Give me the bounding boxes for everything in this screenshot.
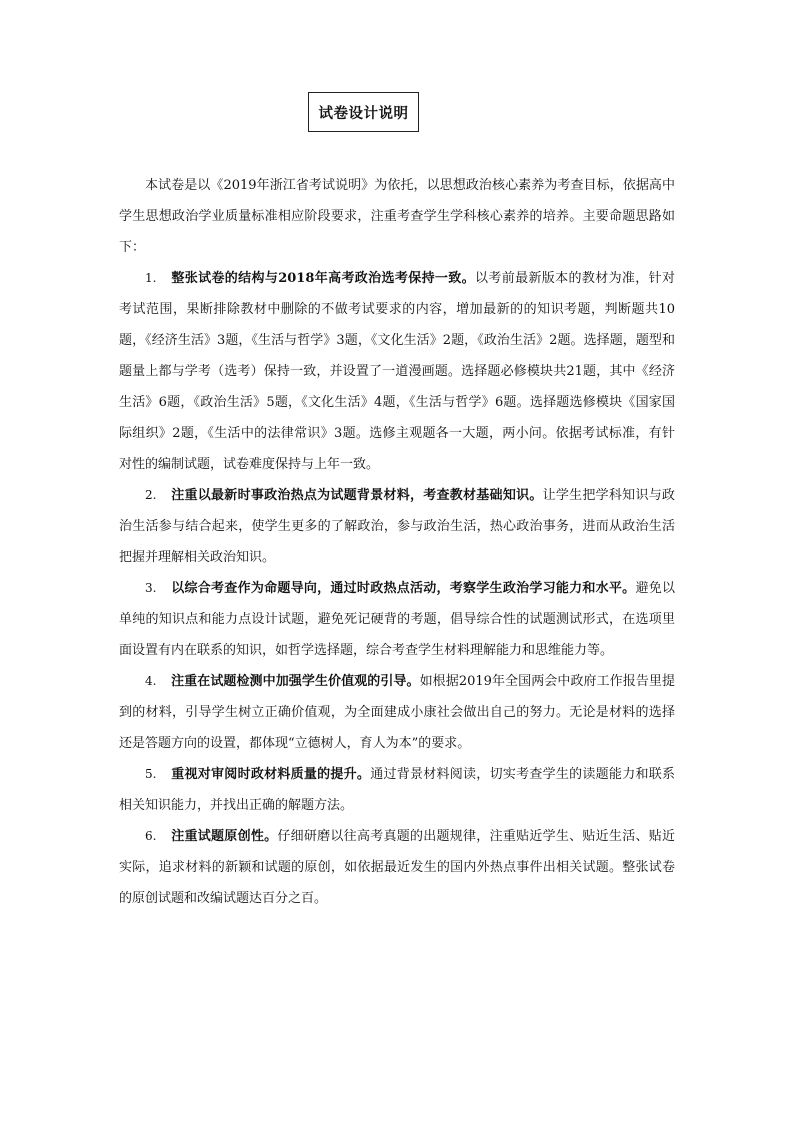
item-number: 5.: [145, 767, 157, 781]
item-text: 以考前最新版本的教材为准，针对考试范围，果断排除教材中删除的不做考试要求的内容，增加最新的的知识考题，判断题共10题，《经济生活》3题，《生活与哲学》3题，《文化生活》2题，《政治生活》2题。选择题，题型和题量上都与学考（选考）保持一致，并设置了一道漫画题。选择题必修模块共21题，其中《经济生活》6题，《政治生活》5题，《文化生活》4题，《生活与哲学》6题。选择题选修模块《国家国际组织》2题，《生活中的法律常识》3题。选修主观题各一大题，两小问。依据考试标准，有针对性的编制试题，试卷难度保持与上年一致。: [119, 271, 675, 472]
item-number: 3.: [145, 581, 157, 595]
list-item-3: [119, 573, 675, 666]
item-heading: 重视对审阅时政材料质量的提升。: [171, 767, 371, 782]
item-text: 仔细研磨以往高考真题的出题规律，注重贴近学生、贴近生活、贴近实际，追求材料的新颖和试题的原创，如依据最近发生的国内外热点事件出相关试题。整张试卷的原创试题和改编试题达百分之百。: [119, 829, 675, 906]
item-heading: 以综合考查作为命题导向，通过时政热点活动，考察学生政治学习能力和水平。: [171, 581, 636, 596]
item-number: 2.: [145, 488, 157, 502]
document-body: [119, 170, 675, 914]
list-item-2: [119, 480, 675, 573]
list-item-6: [119, 821, 675, 914]
list-item-1: [119, 263, 675, 480]
item-heading: 整张试卷的结构与2018年高考政治选考保持一致。: [171, 271, 476, 286]
item-text: 避免以单纯的知识点和能力点设计试题，避免死记硬背的考题，倡导综合性的试题测试形式，在选项里面设置有内在联系的知识，如哲学选择题，综合考查学生材料理解能力和思维能力等。: [119, 581, 675, 658]
intro-paragraph: 本试卷是以《2019年浙江省考试说明》为依托，以思想政治核心素养为考查目标，依据高中学生思想政治学业质量标准相应阶段要求，注重考查学生学科核心素养的培养。主要命题思路如下：: [119, 178, 675, 255]
item-number: 1.: [145, 271, 157, 285]
item-text: 通过背景材料阅读，切实考查学生的读题能力和联系相关知识能力，并找出正确的解题方法。: [119, 767, 675, 813]
item-number: 4.: [145, 674, 157, 688]
item-text: 如根据2019年全国两会中政府工作报告里提到的材料，引导学生树立正确价值观，为全面建成小康社会做出自己的努力。无论是材料的选择还是答题方向的设置，都体现“立德树人，育人为本”的要求。: [119, 674, 675, 751]
item-heading: 注重试题原创性。: [171, 829, 278, 844]
item-heading: 注重以最新时事政治热点为试题背景材料，考查教材基础知识。: [171, 488, 543, 503]
list-item-4: [119, 666, 675, 759]
item-number: 6.: [145, 829, 157, 843]
item-text: 让学生把学科知识与政治生活参与结合起来，使学生更多的了解政治，参与政治生活，热心政治事务，进而从政治生活把握并理解相关政治知识。: [119, 488, 675, 565]
document-title: 试卷设计说明: [308, 92, 419, 132]
item-heading: 注重在试题检测中加强学生价值观的引导。: [171, 674, 420, 689]
list-item-5: [119, 759, 675, 821]
